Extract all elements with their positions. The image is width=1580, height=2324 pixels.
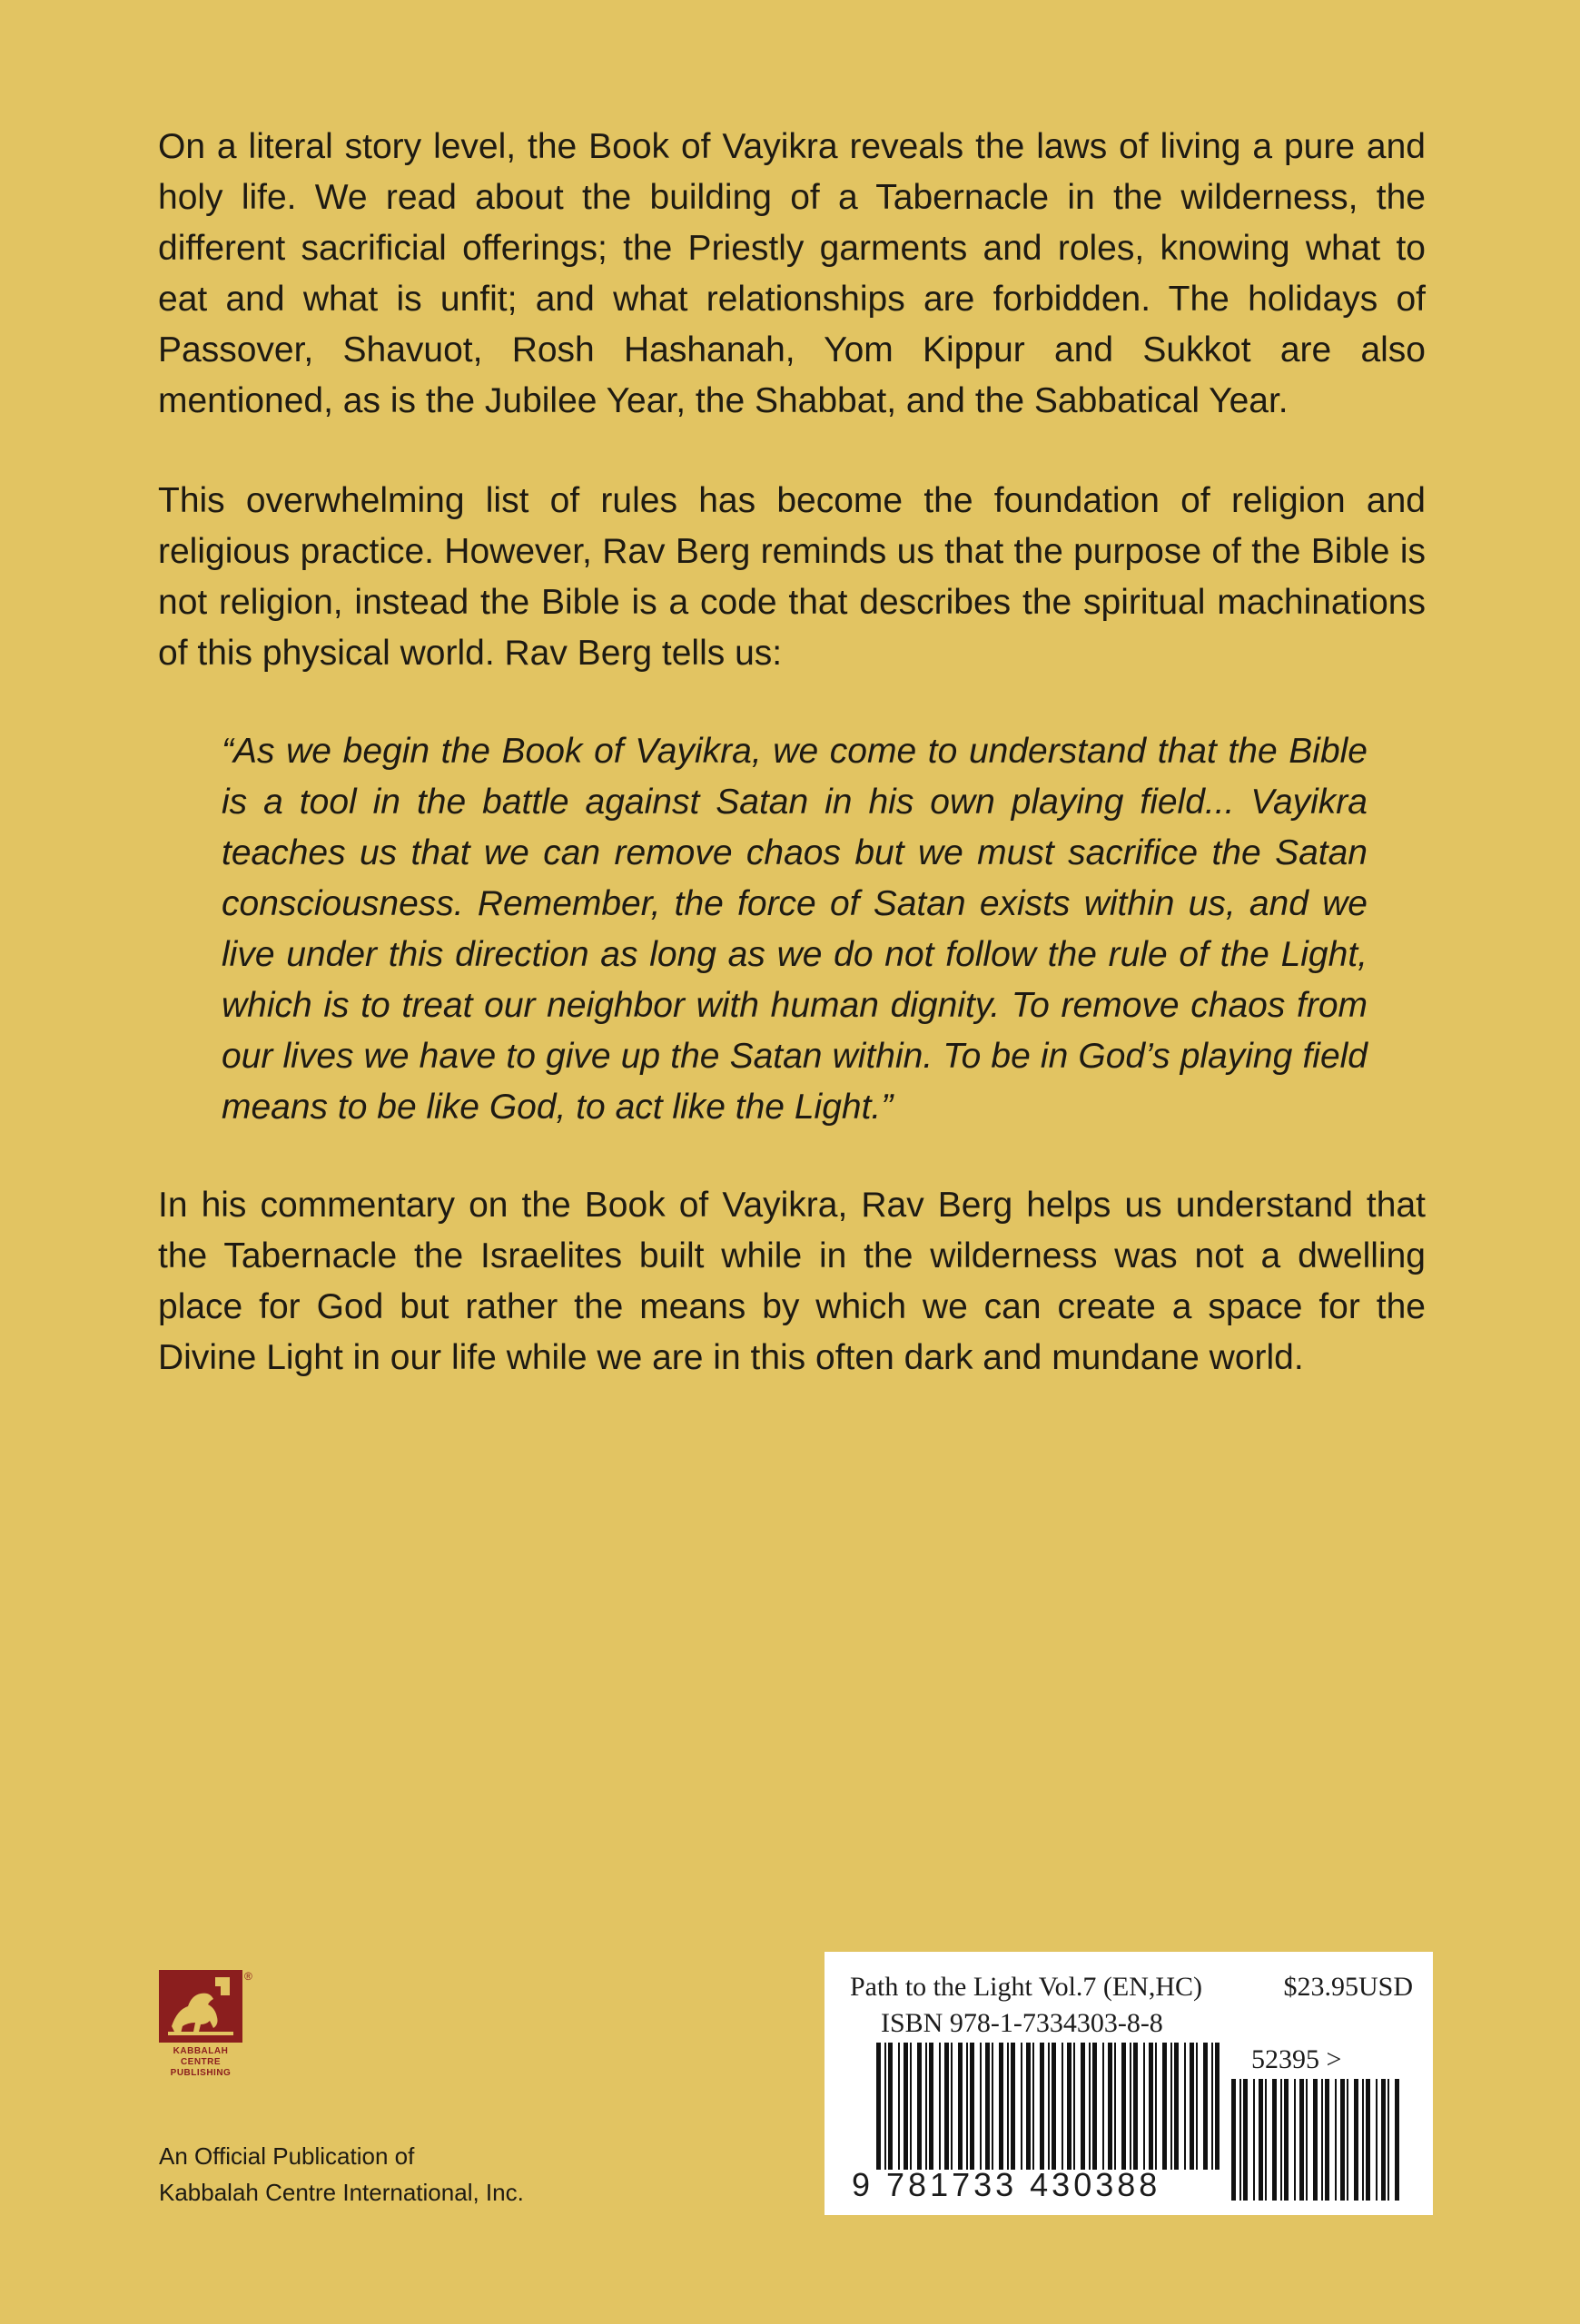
- addon-barcode: [1229, 2079, 1402, 2201]
- official-line-1: An Official Publication of: [159, 2142, 415, 2170]
- barcode-label: [825, 1952, 1433, 2215]
- paragraph-rules: This overwhelming list of rules has become the foundation of religion and religious practice. However, Rav Berg reminds us that the purpose of the Bible is not religion, instead the Bible is a code that describes the spiritual machinations of this physical world. Rav Berg tells us:: [158, 481, 1426, 673]
- logo-line-1: KABBALAH: [173, 2046, 229, 2056]
- barcode-title-row: [850, 1972, 1413, 2003]
- isbn-text: ISBN 978-1-7334303-8-8: [881, 2008, 1163, 2038]
- paragraph-intro: On a literal story level, the Book of Vayikra reveals the laws of living a pure and holy life. We read about the building of a Tabernacle in the wilderness, the different sacrificial offerings; the Priestly garments and roles, knowing what to eat and what is unfit; and what relationships are forbidden. The holidays of Passover, Shavuot, Rosh Hashanah, Yom Kippur and Sukkot are also mentioned, as is the Jubilee Year, the Shabbat, and the Sabbatical Year.: [158, 127, 1426, 420]
- publisher-logo: [159, 1970, 250, 2079]
- official-publication-note: [159, 2138, 524, 2211]
- book-price: $23.95USD: [1283, 1972, 1413, 2002]
- logo-wordmark: [159, 2046, 242, 2079]
- ean-barcode: [874, 2043, 1229, 2170]
- book-title: Path to the Light Vol.7 (EN,HC): [850, 1972, 1203, 2002]
- lion-logo-icon: [159, 1970, 242, 2043]
- barcode-digits: 9 781733 430388: [852, 2166, 1161, 2203]
- official-line-2: Kabbalah Centre International, Inc.: [159, 2179, 524, 2206]
- logo-line-2: CENTRE: [180, 2057, 222, 2067]
- price-code: 52395 >: [1251, 2044, 1342, 2074]
- paragraph-commentary: In his commentary on the Book of Vayikra, Rav Berg helps us understand that the Tabernacle the Israelites built while in the wilderness was not a dwelling place for God but rather the means by which we can create a space for the Divine Light in our life while we are in this often dark and mundane world.: [158, 1186, 1426, 1377]
- registered-mark: ®: [244, 1970, 252, 1983]
- logo-line-3: PUBLISHING: [170, 2068, 232, 2078]
- rav-berg-quote: “As we begin the Book of Vayikra, we come to understand that the Bible is a tool in the battle against Satan in his own playing field... Vayikra teaches us that we can remove chaos but we must sacrifice the Satan consciousness. Remember, the force of Satan exists within us, and we live under this direction as long as we do not follow the rule of the Light, which is to treat our neighbor with human dignity. To remove chaos from our lives we have to give up the Satan within. To be in God’s playing field means to be like God, to act like the Light.”: [222, 732, 1368, 1127]
